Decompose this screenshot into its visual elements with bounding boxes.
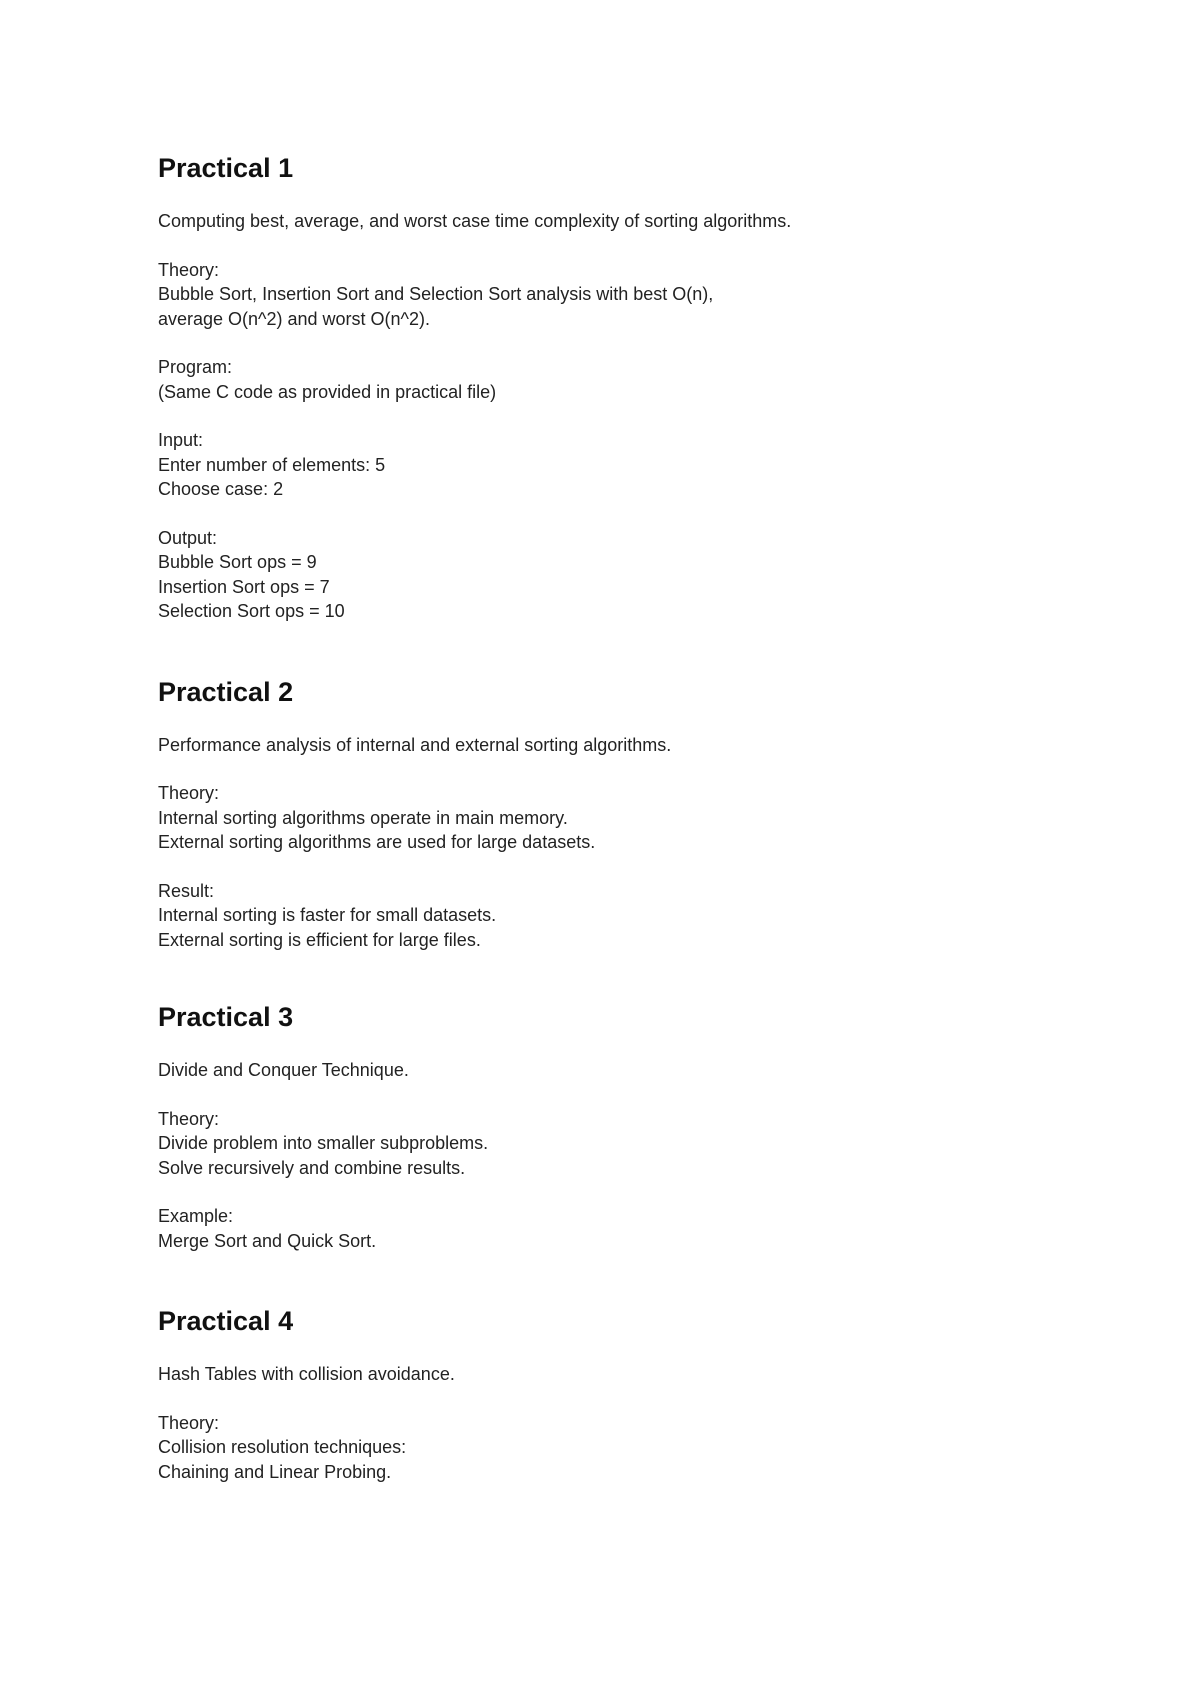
practical-4-aim: Hash Tables with collision avoidance. xyxy=(158,1364,455,1384)
input-line: Choose case: 2 xyxy=(158,479,284,499)
output-heading: Output: xyxy=(158,527,218,548)
example-heading: Example: xyxy=(158,1206,234,1226)
theory-heading: Theory: xyxy=(158,1412,220,1433)
theory-line: average O(n^2) and worst O(n^2). xyxy=(158,308,431,329)
theory-line: Collision resolution techniques: xyxy=(158,1437,407,1457)
output-line: Bubble Sort ops = 9 xyxy=(158,552,317,572)
input-line: Enter number of elements: 5 xyxy=(158,454,386,475)
output-line: Insertion Sort ops = 7 xyxy=(158,576,330,597)
practical-3-section xyxy=(158,999,1138,1253)
input-heading: Input: xyxy=(158,430,204,450)
practical-2-aim: Performance analysis of internal and external sorting algorithms. xyxy=(158,734,672,755)
practical-4-section xyxy=(158,1303,1138,1484)
practical-2-section xyxy=(158,674,1138,953)
practical-3-example xyxy=(158,1204,1138,1253)
theory-line: Bubble Sort, Insertion Sort and Selection Sort analysis with best O(n), xyxy=(158,284,714,304)
practical-1-title: Practical 1 xyxy=(158,153,294,183)
program-line: (Same C code as provided in practical file) xyxy=(158,381,497,402)
theory-line: Chaining and Linear Probing. xyxy=(158,1461,392,1482)
result-line: Internal sorting is faster for small datasets. xyxy=(158,905,497,925)
result-heading: Result: xyxy=(158,880,215,901)
output-line: Selection Sort ops = 10 xyxy=(158,601,345,621)
example-line: Merge Sort and Quick Sort. xyxy=(158,1230,377,1251)
practical-1-aim: Computing best, average, and worst case time complexity of sorting algorithms. xyxy=(158,211,792,231)
theory-heading: Theory: xyxy=(158,1108,220,1129)
practical-2-result xyxy=(158,879,1138,953)
practical-1-section xyxy=(158,150,1138,624)
program-heading: Program: xyxy=(158,357,233,377)
practical-3-aim: Divide and Conquer Technique. xyxy=(158,1060,409,1080)
theory-line: Solve recursively and combine results. xyxy=(158,1157,466,1178)
theory-line: Divide problem into smaller subproblems. xyxy=(158,1133,489,1153)
document-page xyxy=(158,150,1138,1532)
practical-4-title: Practical 4 xyxy=(158,1306,294,1336)
practical-4-theory xyxy=(158,1411,1138,1485)
practical-1-output xyxy=(158,526,1138,624)
practical-1-input xyxy=(158,428,1138,502)
practical-3-theory xyxy=(158,1107,1138,1181)
practical-1-program xyxy=(158,355,1138,404)
practical-2-title: Practical 2 xyxy=(158,676,294,707)
theory-heading: Theory: xyxy=(158,259,220,280)
practical-3-title: Practical 3 xyxy=(158,1002,294,1032)
practical-1-theory xyxy=(158,258,1138,332)
theory-line: External sorting algorithms are used for large datasets. xyxy=(158,832,596,852)
result-line: External sorting is efficient for large files. xyxy=(158,929,481,950)
theory-heading: Theory: xyxy=(158,783,220,803)
practical-2-theory xyxy=(158,781,1138,855)
theory-line: Internal sorting algorithms operate in main memory. xyxy=(158,807,568,828)
